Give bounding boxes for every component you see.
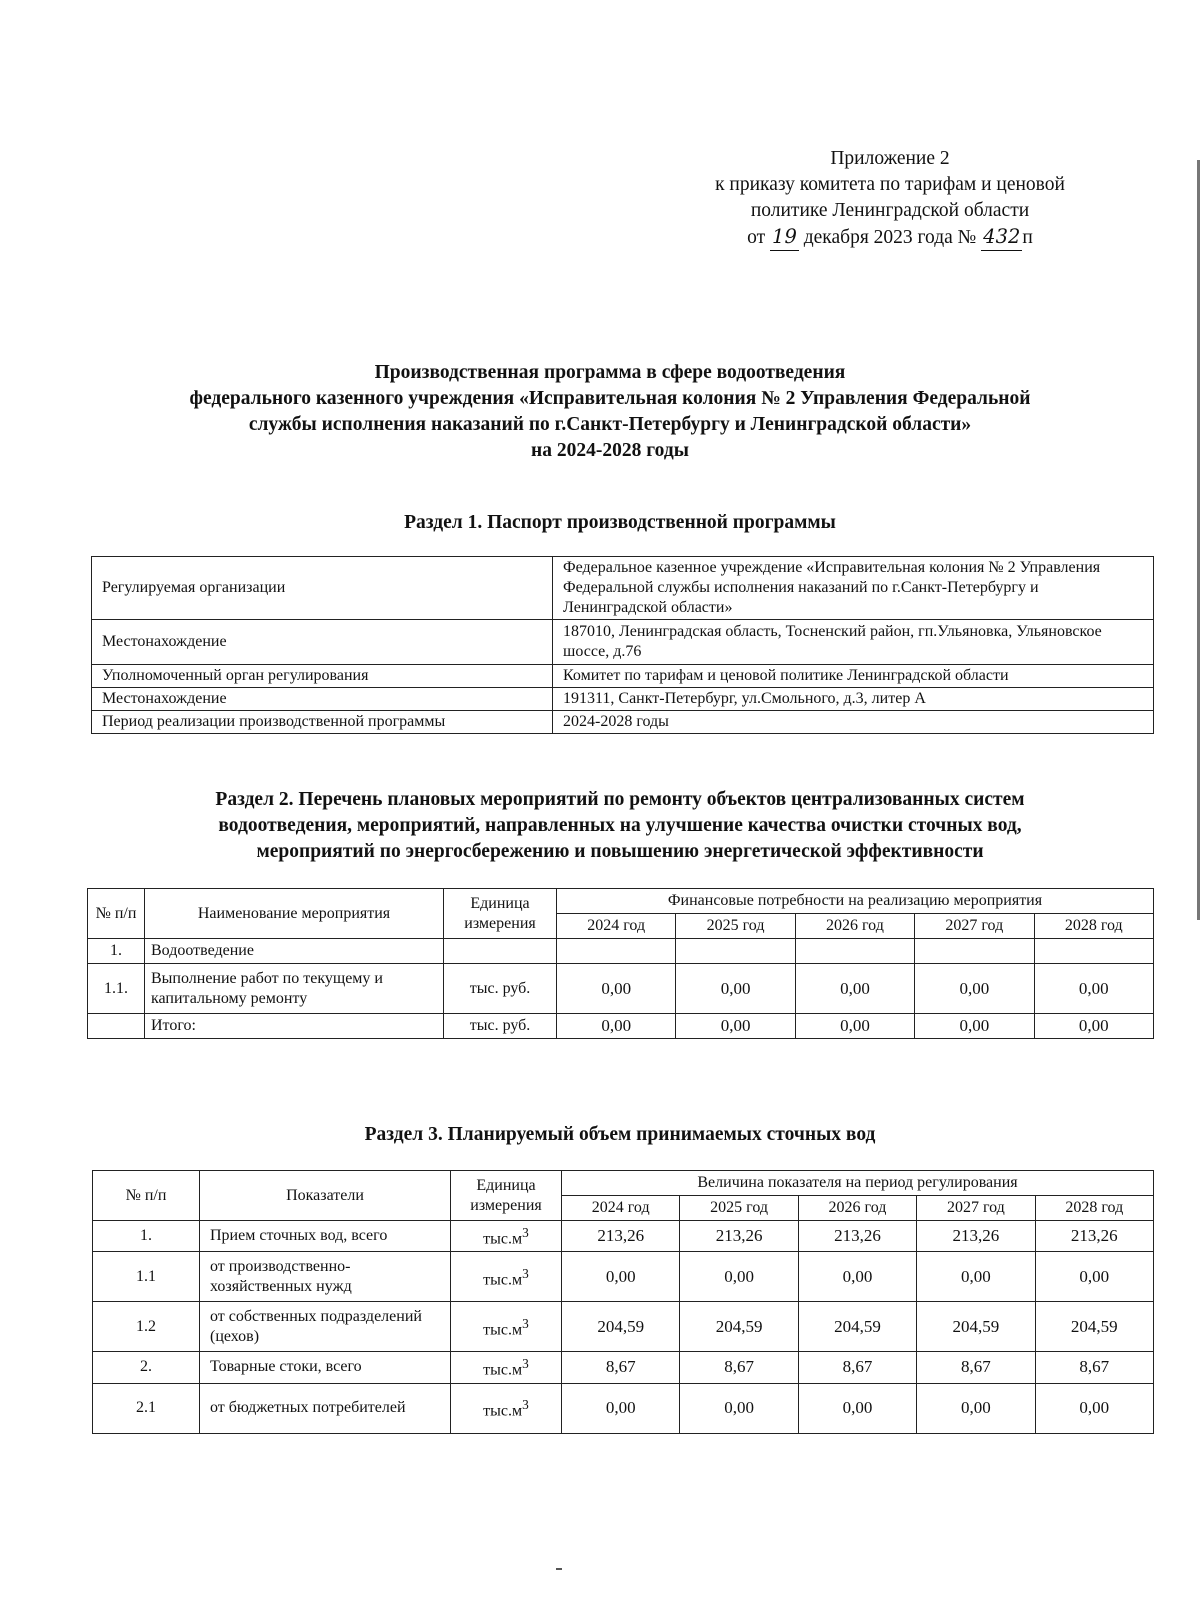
table-row — [92, 711, 1154, 734]
passport-label: Местонахождение — [92, 688, 553, 711]
row-value: 0,00 — [798, 1252, 916, 1302]
row-value: 8,67 — [798, 1352, 916, 1383]
handwritten-day: 19 — [770, 224, 799, 251]
row-name: Прием сточных вод, всего — [200, 1221, 451, 1252]
unit-text: тыс.м — [483, 1402, 523, 1420]
passport-label: Период реализации производственной программы — [92, 711, 553, 734]
table-row — [93, 1302, 1154, 1352]
row-value: 0,00 — [676, 1014, 795, 1039]
header-group: Величина показателя на период регулирования — [562, 1171, 1154, 1196]
passport-label: Уполномоченный орган регулирования — [92, 665, 553, 688]
row-name: Товарные стоки, всего — [200, 1352, 451, 1383]
row-value: 213,26 — [798, 1221, 916, 1252]
appendix-line-2: к приказу комитета по тарифам и ценовой — [715, 174, 1065, 195]
row-value — [1034, 939, 1154, 964]
row-value — [795, 939, 914, 964]
row-unit: тыс. руб. — [444, 1014, 557, 1039]
row-value: 0,00 — [557, 1014, 676, 1039]
row-value: 0,00 — [557, 964, 676, 1014]
wastewater-volume-table — [92, 1170, 1154, 1434]
table-row — [92, 557, 1154, 620]
appendix-line-1: Приложение 2 — [830, 148, 950, 169]
row-value: 0,00 — [562, 1252, 680, 1302]
header-group: Финансовые потребности на реализацию мероприятия — [557, 889, 1154, 914]
row-name: от бюджетных потребителей — [200, 1383, 451, 1433]
table-header-row — [88, 889, 1154, 914]
header-year: 2027 год — [915, 914, 1034, 939]
row-value: 0,00 — [917, 1383, 1035, 1433]
header-name: Показатели — [200, 1171, 451, 1221]
section2-title-line-3: мероприятий по энергосбережению и повышению энергетической эффективности — [256, 841, 984, 862]
activities-table — [87, 888, 1154, 1039]
row-name: Выполнение работ по текущему и капитальному ремонту — [145, 964, 444, 1014]
passport-value: Комитет по тарифам и ценовой политике Ленинградской области — [553, 665, 1154, 688]
row-value: 204,59 — [562, 1302, 680, 1352]
row-value: 8,67 — [562, 1352, 680, 1383]
row-num: 1.1 — [93, 1252, 200, 1302]
passport-value: 2024-2028 годы — [553, 711, 1154, 734]
header-unit: Единица измерения — [451, 1171, 562, 1221]
row-name: Итого: — [145, 1014, 444, 1039]
date-middle: декабря 2023 года № — [803, 227, 977, 248]
document-title — [80, 360, 1140, 464]
passport-label: Местонахождение — [92, 620, 553, 665]
row-num: 1. — [93, 1221, 200, 1252]
header-year: 2024 год — [557, 914, 676, 939]
row-unit — [451, 1252, 562, 1302]
row-value: 8,67 — [1035, 1352, 1153, 1383]
row-value — [676, 939, 795, 964]
row-value: 204,59 — [798, 1302, 916, 1352]
passport-value: 191311, Санкт-Петербург, ул.Смольного, д.3, литер А — [553, 688, 1154, 711]
unit-text: тыс.м — [483, 1361, 523, 1379]
passport-value: 187010, Ленинградская область, Тосненский район, гп.Ульяновка, Ульяновское шоссе, д.76 — [553, 620, 1154, 665]
row-unit — [451, 1383, 562, 1433]
section2-title-line-1: Раздел 2. Перечень плановых мероприятий по ремонту объектов централизованных систем — [215, 789, 1025, 810]
row-unit — [451, 1221, 562, 1252]
row-value: 204,59 — [680, 1302, 798, 1352]
row-value: 0,00 — [1035, 1383, 1153, 1433]
row-name: от производственно-хозяйственных нужд — [200, 1252, 451, 1302]
row-value: 0,00 — [798, 1383, 916, 1433]
row-num: 1. — [88, 939, 145, 964]
header-num: № п/п — [93, 1171, 200, 1221]
row-value: 0,00 — [1035, 1252, 1153, 1302]
header-year: 2024 год — [562, 1196, 680, 1221]
unit-text: тыс.м — [483, 1230, 523, 1248]
header-year: 2027 год — [917, 1196, 1035, 1221]
unit-superscript: 3 — [522, 1315, 529, 1331]
table-header-row — [93, 1171, 1154, 1196]
header-year: 2026 год — [795, 914, 914, 939]
appendix-date-line — [650, 224, 1130, 251]
header-year: 2025 год — [676, 914, 795, 939]
row-value: 0,00 — [917, 1252, 1035, 1302]
row-value: 0,00 — [795, 1014, 914, 1039]
table-row — [88, 964, 1154, 1014]
unit-text: тыс.м — [483, 1320, 523, 1338]
row-value: 204,59 — [917, 1302, 1035, 1352]
row-value: 0,00 — [1034, 964, 1154, 1014]
row-value: 213,26 — [562, 1221, 680, 1252]
unit-superscript: 3 — [522, 1265, 529, 1281]
table-row — [93, 1221, 1154, 1252]
row-value: 0,00 — [680, 1252, 798, 1302]
header-num: № п/п — [88, 889, 145, 939]
table-row — [93, 1352, 1154, 1383]
row-value: 0,00 — [795, 964, 914, 1014]
row-unit — [451, 1302, 562, 1352]
header-year: 2028 год — [1034, 914, 1154, 939]
passport-table — [91, 556, 1154, 734]
row-value: 0,00 — [915, 964, 1034, 1014]
number-suffix: п — [1022, 227, 1033, 248]
table-row — [92, 688, 1154, 711]
row-num: 2.1 — [93, 1383, 200, 1433]
header-year: 2025 год — [680, 1196, 798, 1221]
row-num: 1.1. — [88, 964, 145, 1014]
row-value — [915, 939, 1034, 964]
appendix-line-3: политике Ленинградской области — [750, 200, 1030, 221]
section3-title: Раздел 3. Планируемый объем принимаемых сточных вод — [364, 1124, 876, 1145]
row-num — [88, 1014, 145, 1039]
row-value: 0,00 — [1034, 1014, 1154, 1039]
row-value: 0,00 — [680, 1383, 798, 1433]
table-row — [88, 1014, 1154, 1039]
row-value: 213,26 — [1035, 1221, 1153, 1252]
date-prefix: от — [747, 227, 766, 248]
row-name: Водоотведение — [145, 939, 444, 964]
row-unit — [451, 1352, 562, 1383]
header-name: Наименование мероприятия — [145, 889, 444, 939]
row-value: 0,00 — [562, 1383, 680, 1433]
table-row — [93, 1383, 1154, 1433]
table-row — [92, 665, 1154, 688]
appendix-header — [650, 146, 1130, 251]
section2-title-line-2: водоотведения, мероприятий, направленных на улучшение качества очистки сточных вод, — [218, 815, 1022, 836]
title-line-2: федерального казенного учреждения «Исправительная колония № 2 Управления Федеральной — [189, 388, 1031, 409]
unit-superscript: 3 — [522, 1396, 529, 1412]
header-year: 2028 год — [1035, 1196, 1153, 1221]
header-unit: Единица измерения — [444, 889, 557, 939]
unit-superscript: 3 — [522, 1225, 529, 1240]
row-value — [557, 939, 676, 964]
title-line-3: службы исполнения наказаний по г.Санкт-Петербургу и Ленинградской области» — [248, 414, 972, 435]
row-name: от собственных подразделений (цехов) — [200, 1302, 451, 1352]
unit-superscript: 3 — [522, 1356, 529, 1372]
passport-label: Регулируемая организации — [92, 557, 553, 620]
title-line-4: на 2024-2028 годы — [531, 440, 689, 461]
unit-text: тыс.м — [483, 1270, 523, 1288]
row-value: 204,59 — [1035, 1302, 1153, 1352]
section1-title: Раздел 1. Паспорт производственной программы — [404, 512, 836, 533]
section2-title — [80, 787, 1160, 865]
table-row — [92, 620, 1154, 665]
row-value: 0,00 — [676, 964, 795, 1014]
table-row — [88, 939, 1154, 964]
row-value: 8,67 — [917, 1352, 1035, 1383]
row-value: 213,26 — [917, 1221, 1035, 1252]
row-unit — [444, 939, 557, 964]
handwritten-number: 432 — [981, 224, 1022, 251]
row-value: 8,67 — [680, 1352, 798, 1383]
row-num: 2. — [93, 1352, 200, 1383]
row-value: 213,26 — [680, 1221, 798, 1252]
row-value: 0,00 — [915, 1014, 1034, 1039]
header-year: 2026 год — [798, 1196, 916, 1221]
scan-dot — [556, 1568, 562, 1570]
title-line-1: Производственная программа в сфере водоотведения — [374, 362, 846, 383]
passport-value: Федеральное казенное учреждение «Исправительная колония № 2 Управления Федеральной службы исполнения наказаний по г.Санкт-Петербургу и Ленинградской области» — [553, 557, 1154, 620]
row-num: 1.2 — [93, 1302, 200, 1352]
table-row — [93, 1252, 1154, 1302]
row-unit: тыс. руб. — [444, 964, 557, 1014]
